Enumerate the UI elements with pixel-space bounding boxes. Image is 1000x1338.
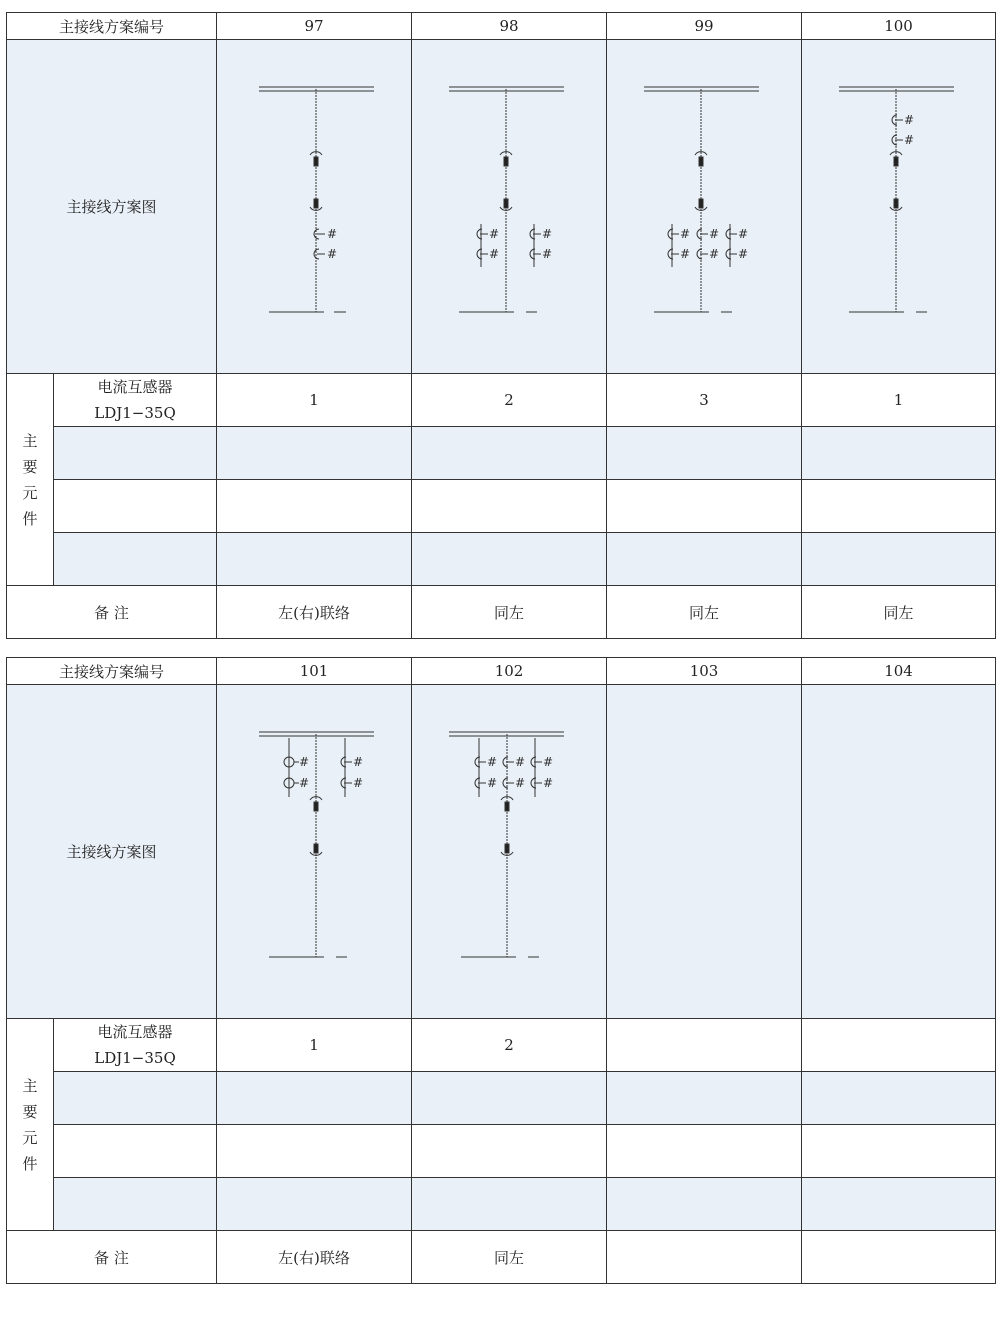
ct-count: 2 — [412, 1019, 607, 1072]
ct-count — [607, 1019, 802, 1072]
remark-label: 备 注 — [7, 586, 217, 639]
remark: 同左 — [412, 1231, 607, 1284]
svg-text:#: # — [543, 775, 554, 790]
svg-text:#: # — [299, 775, 310, 790]
diagram-cell-empty — [607, 685, 802, 1019]
svg-text:#: # — [327, 246, 338, 261]
empty-row — [7, 533, 996, 586]
svg-text:#: # — [709, 226, 720, 241]
svg-text:#: # — [903, 112, 914, 127]
svg-text:#: # — [489, 246, 500, 261]
svg-text:#: # — [489, 226, 500, 241]
remark: 同左 — [412, 586, 607, 639]
svg-text:#: # — [680, 246, 691, 261]
svg-text:#: # — [487, 754, 498, 769]
scheme-number: 102 — [412, 658, 607, 685]
main-components-label: 主 要 元 件 — [7, 374, 54, 586]
empty-row — [7, 480, 996, 533]
diagram-label: 主接线方案图 — [7, 40, 217, 374]
header-label: 主接线方案编号 — [7, 13, 217, 40]
svg-text:#: # — [515, 775, 526, 790]
remark: 同左 — [802, 586, 996, 639]
diagram-cell-empty — [802, 685, 996, 1019]
empty-row — [7, 427, 996, 480]
remark-label: 备 注 — [7, 1231, 217, 1284]
scheme-table-2 — [6, 657, 996, 1284]
wiring-diagram-100 — [824, 77, 974, 337]
scheme-number: 98 — [412, 13, 607, 40]
scheme-number: 101 — [217, 658, 412, 685]
header-label: 主接线方案编号 — [7, 658, 217, 685]
ct-count: 3 — [607, 374, 802, 427]
svg-text:#: # — [709, 246, 720, 261]
remark — [802, 1231, 996, 1284]
diagram-cell — [607, 40, 802, 374]
ct-count: 1 — [217, 1019, 412, 1072]
svg-text:#: # — [299, 754, 310, 769]
scheme-number: 99 — [607, 13, 802, 40]
empty-row — [7, 1072, 996, 1125]
component-name: 电流互感器 LDJ1−35Q — [54, 374, 217, 427]
wiring-diagram-102 — [434, 722, 584, 982]
svg-text:#: # — [738, 226, 749, 241]
svg-text:#: # — [353, 775, 364, 790]
svg-text:#: # — [542, 226, 553, 241]
main-components-label: 主 要 元 件 — [7, 1019, 54, 1231]
scheme-number: 97 — [217, 13, 412, 40]
scheme-number: 103 — [607, 658, 802, 685]
scheme-number: 104 — [802, 658, 996, 685]
diagram-cell — [217, 685, 412, 1019]
remark — [607, 1231, 802, 1284]
scheme-number: 100 — [802, 13, 996, 40]
remark: 同左 — [607, 586, 802, 639]
ct-count — [802, 1019, 996, 1072]
component-name: 电流互感器 LDJ1−35Q — [54, 1019, 217, 1072]
wiring-diagram-98 — [434, 77, 584, 337]
diagram-cell — [802, 40, 996, 374]
svg-text:#: # — [353, 754, 364, 769]
empty-row — [7, 1125, 996, 1178]
diagram-cell — [217, 40, 412, 374]
svg-text:#: # — [327, 226, 338, 241]
scheme-table-1 — [6, 12, 996, 639]
wiring-diagram-99 — [629, 77, 779, 337]
ct-count: 1 — [802, 374, 996, 427]
wiring-diagram-97 — [239, 77, 389, 337]
diagram-label: 主接线方案图 — [7, 685, 217, 1019]
remark: 左(右)联络 — [217, 586, 412, 639]
ct-count: 1 — [217, 374, 412, 427]
svg-text:#: # — [903, 132, 914, 147]
svg-text:#: # — [543, 754, 554, 769]
svg-text:#: # — [738, 246, 749, 261]
remark: 左(右)联络 — [217, 1231, 412, 1284]
svg-text:#: # — [542, 246, 553, 261]
diagram-cell — [412, 685, 607, 1019]
svg-text:#: # — [680, 226, 691, 241]
svg-text:#: # — [487, 775, 498, 790]
ct-count: 2 — [412, 374, 607, 427]
empty-row — [7, 1178, 996, 1231]
wiring-diagram-101 — [239, 722, 389, 982]
svg-text:#: # — [515, 754, 526, 769]
diagram-cell — [412, 40, 607, 374]
